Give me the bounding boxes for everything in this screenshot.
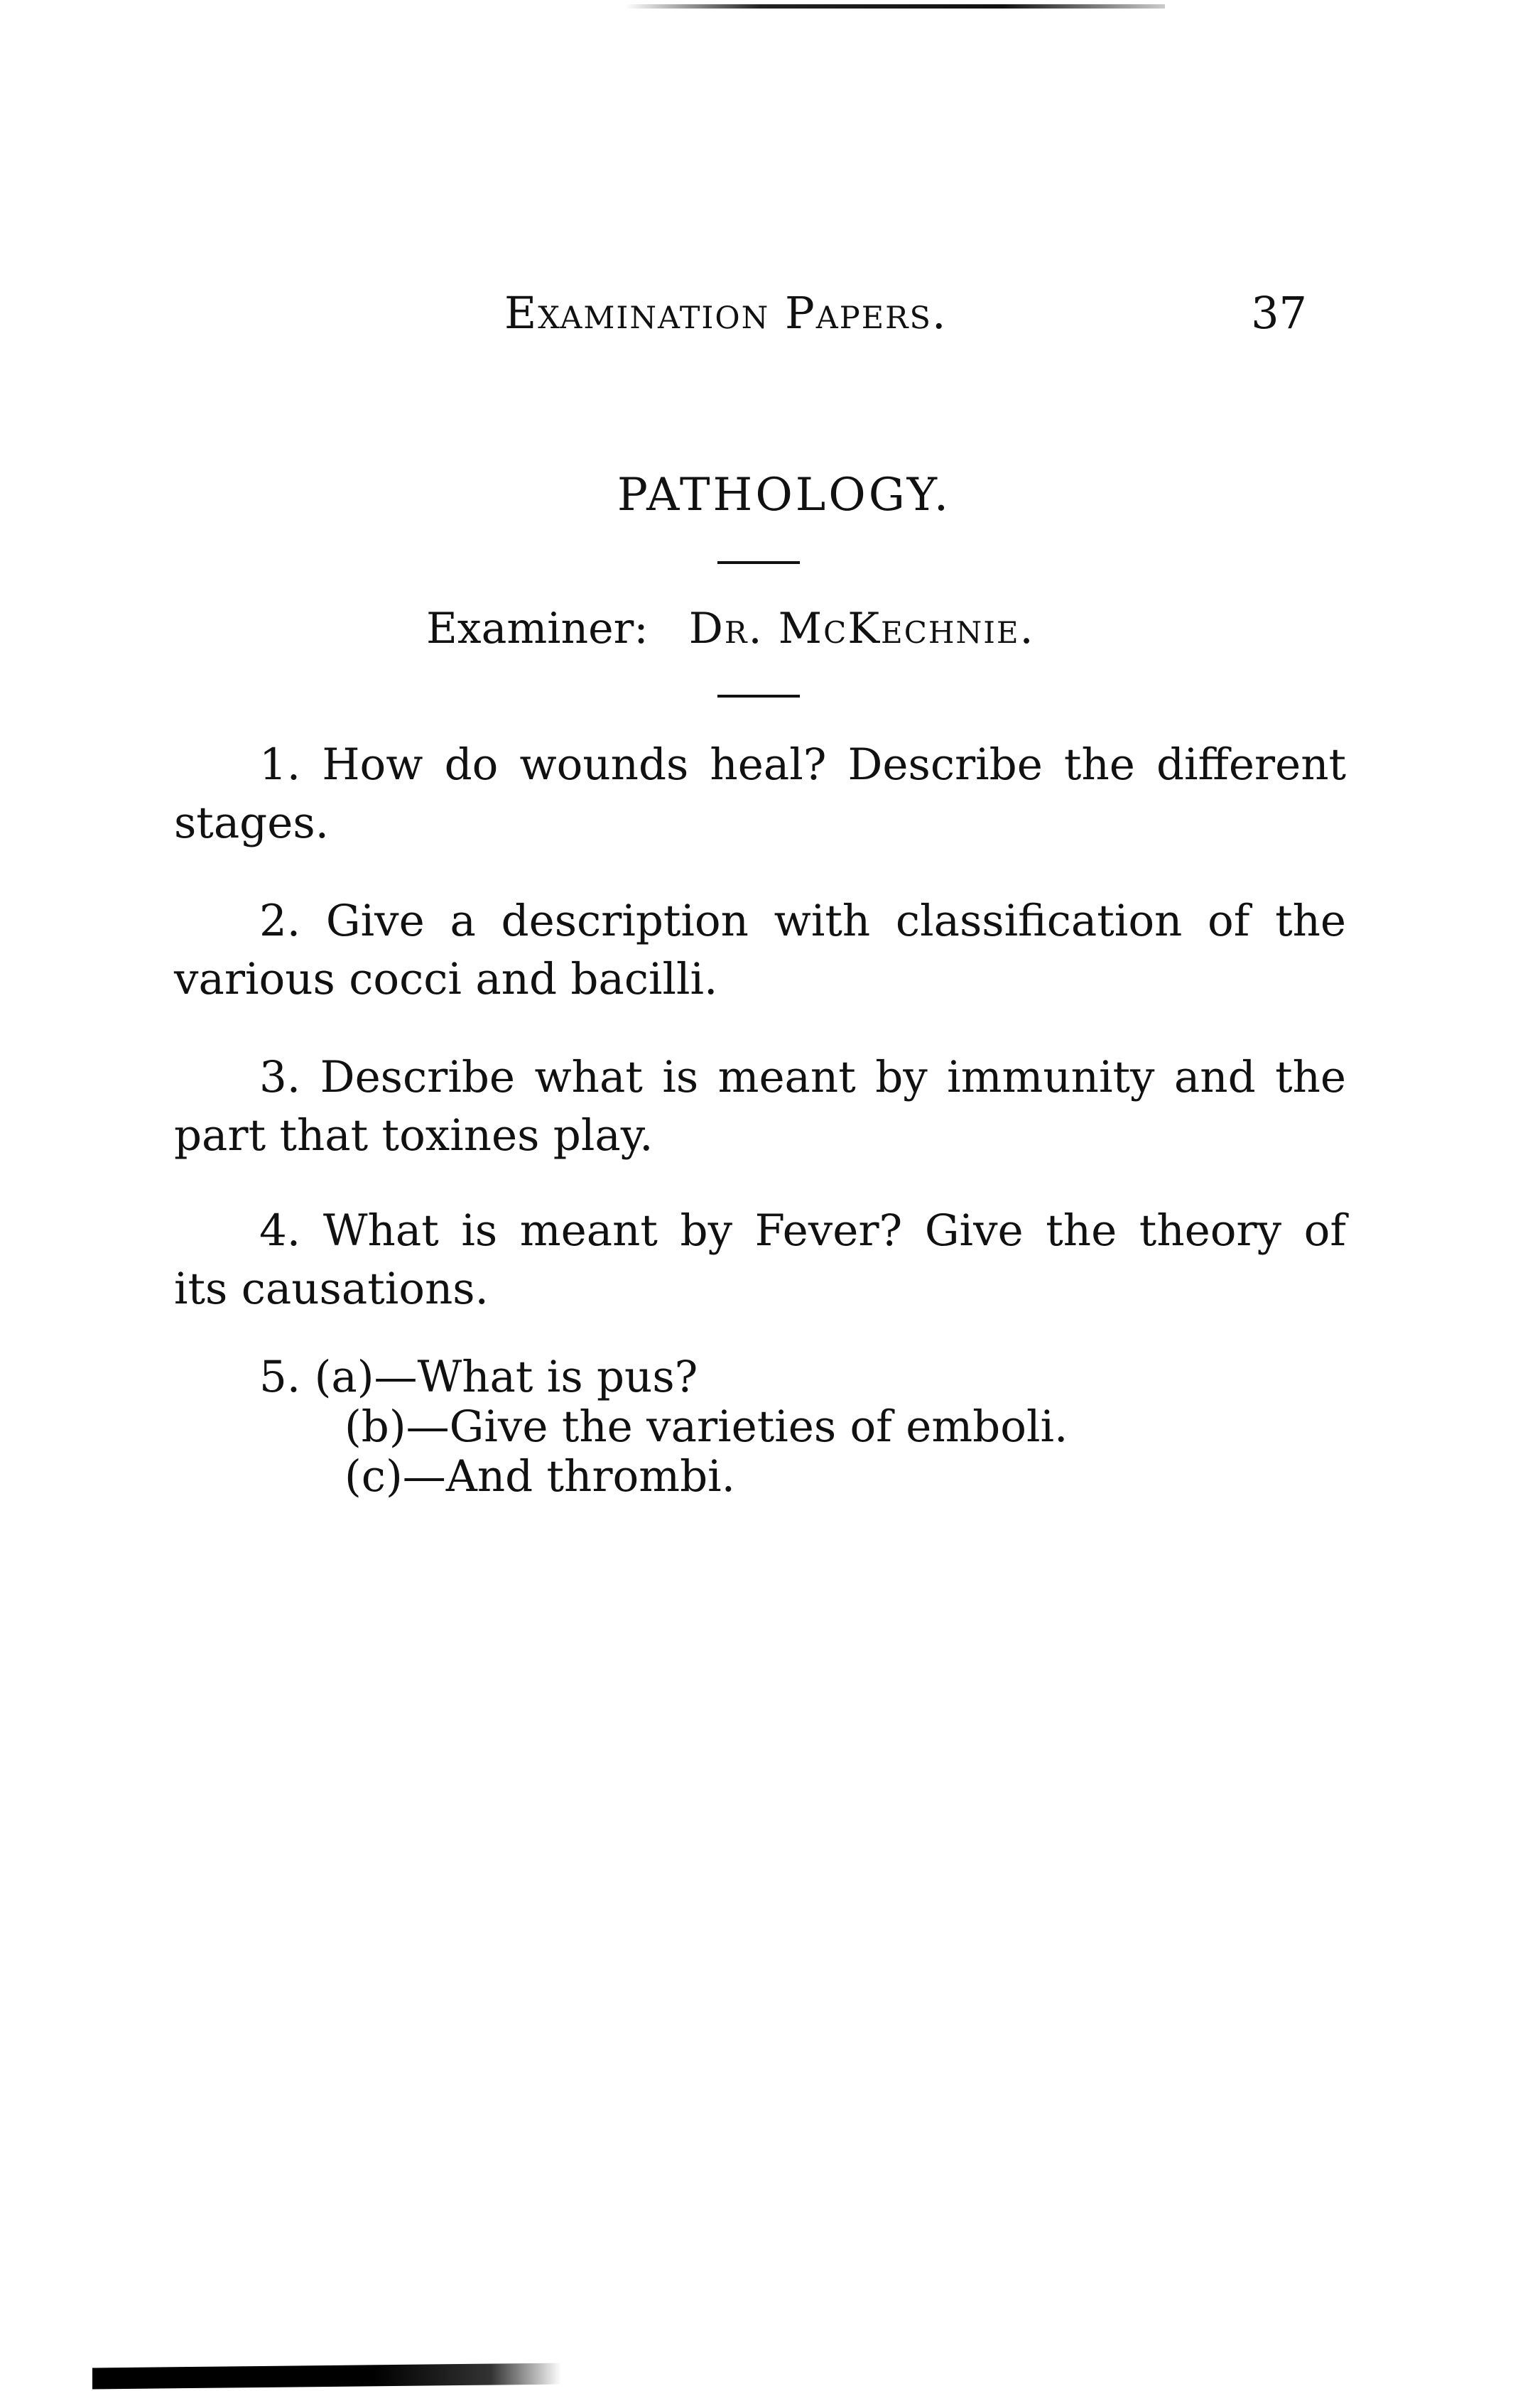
question-line: part that toxines play. bbox=[174, 1110, 654, 1161]
page-number: 37 bbox=[1251, 287, 1307, 339]
question-line: 2. Give a description with classification of the bbox=[259, 896, 1346, 946]
divider-rule bbox=[717, 695, 800, 698]
running-title: Examination Papers. bbox=[504, 287, 948, 339]
scan-edge-mark-top bbox=[625, 4, 1165, 9]
scan-edge-mark-bottom bbox=[92, 2363, 561, 2390]
question-line: 3. Describe what is meant by immunity and the bbox=[259, 1052, 1346, 1102]
question-5-part-c: (c)—And thrombi. bbox=[345, 1451, 736, 1502]
question-2 bbox=[174, 892, 1346, 1009]
question-line: stages. bbox=[174, 798, 330, 848]
examiner-label: Examiner: bbox=[426, 604, 649, 654]
question-5-part-b: (b)—Give the varieties of emboli. bbox=[345, 1401, 1068, 1452]
question-4 bbox=[174, 1202, 1346, 1318]
question-line: 4. What is meant by Fever? Give the theory of bbox=[259, 1205, 1346, 1256]
examiner-name: Dr. McKechnie. bbox=[688, 604, 1035, 654]
examiner-line bbox=[426, 604, 1137, 654]
question-line: its causations. bbox=[174, 1264, 489, 1314]
running-head bbox=[504, 287, 1307, 344]
question-line: various cocci and bacilli. bbox=[174, 954, 718, 1004]
section-title: PATHOLOGY. bbox=[617, 469, 952, 521]
question-5-part-a: 5. (a)—What is pus? bbox=[259, 1352, 698, 1402]
question-line: 1. How do wounds heal? Describe the different bbox=[259, 739, 1346, 790]
divider-rule bbox=[717, 561, 800, 564]
question-1 bbox=[174, 736, 1346, 852]
question-3 bbox=[174, 1048, 1346, 1165]
